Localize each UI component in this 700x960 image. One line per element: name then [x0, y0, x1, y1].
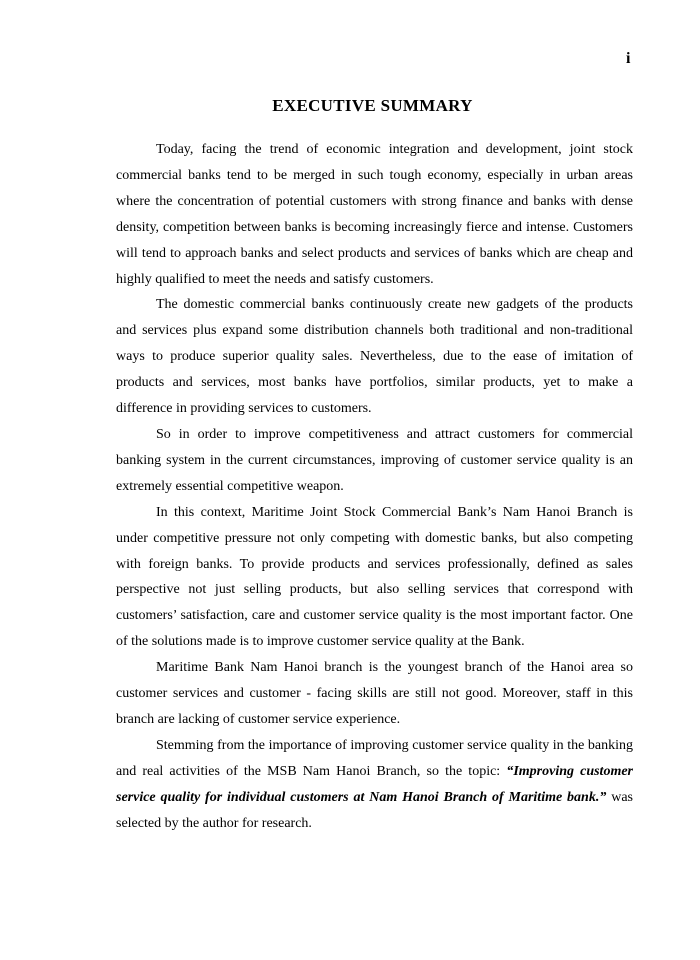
paragraph-6-lead: Stemming from the importance of improving customer service quality in the banking and real activities of the MSB Nam Hanoi Branch, so the topic:: [116, 737, 633, 779]
paragraph-3: So in order to improve competitiveness and attract customers for commercial banking system in the current circumstances, improving of customer service quality is an extremely essential competitive weapon.: [116, 426, 633, 494]
paragraph-2: The domestic commercial banks continuously create new gadgets of the products and services plus expand some distribution channels both traditional and non-traditional ways to produce superior quality sales. Nevertheless, due to the ease of imitation of products and services, most banks have portfolios, similar products, yet to make a difference in providing services to customers.: [116, 297, 633, 417]
paragraph-4: In this context, Maritime Joint Stock Commercial Bank’s Nam Hanoi Branch is under competitive pressure not only competing with domestic banks, but also competing with foreign banks. To provide products and services professionally, defined as sales perspective not just selling products, but also selling services that correspond with customers’ satisfaction, care and customer service quality is the most important factor. One of the solutions made is to improve customer service quality at the Bank.: [116, 504, 633, 650]
page-title: EXECUTIVE SUMMARY: [272, 96, 473, 115]
page-number: i: [626, 50, 631, 67]
paragraph-1: Today, facing the trend of economic integration and development, joint stock commercial banks tend to be merged in such tough economy, especially in urban areas where the concentration of potential customers with strong finance and banks with dense density, competition between banks is becoming increasingly fierce and intense. Customers will tend to approach banks and select products and services of banks which are cheap and highly qualified to meet the needs and satisfy customers.: [116, 142, 633, 287]
research-topic: “Improving customer service quality for individual customers at Nam Hanoi Branch of Maritime bank.”: [116, 763, 633, 805]
paragraph-6-tail: was selected by the author for research.: [116, 789, 634, 831]
paragraph-5: Maritime Bank Nam Hanoi branch is the youngest branch of the Hanoi area so customer services and customer - facing skills are still not good. Moreover, staff in this branch are lacking of customer service experience.: [116, 660, 633, 727]
paragraph-6: [116, 733, 633, 837]
document-body: [116, 137, 633, 836]
